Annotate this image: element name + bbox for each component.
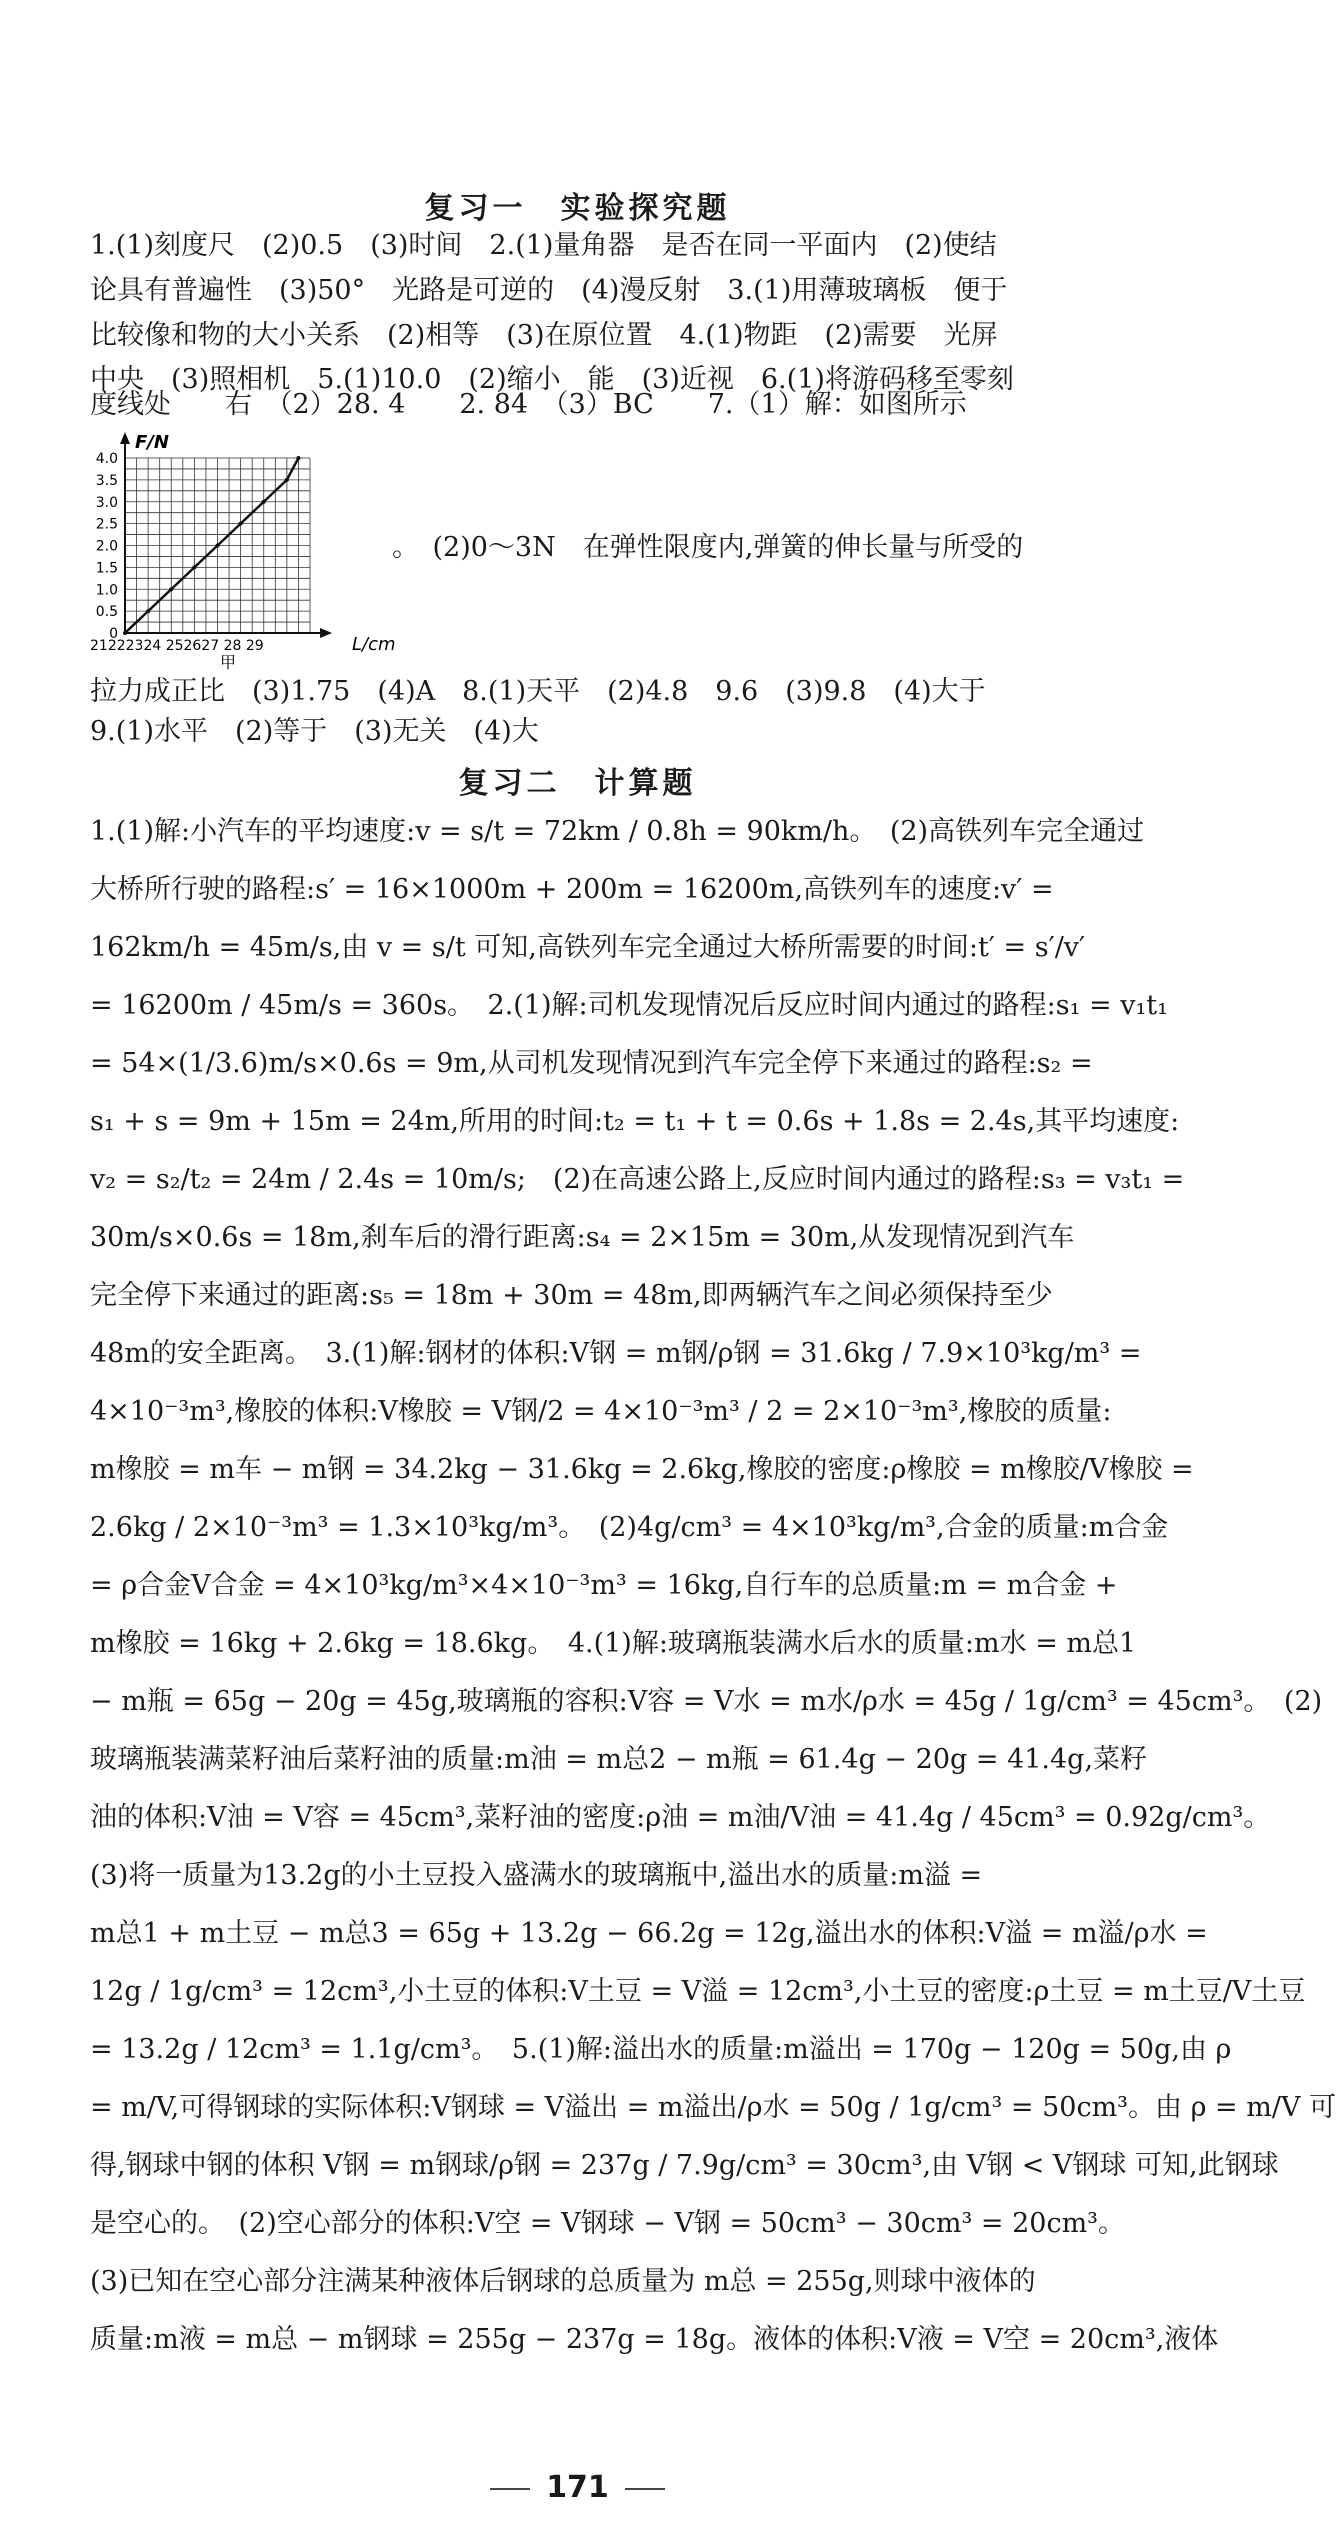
y-axis-label: F/N [135, 432, 169, 453]
s2-line-20: m总1 + m土豆 − m总3 = 65g + 13.2g − 66.2g = 12g,溢出水的体积:V溢 = m溢/ρ水 = [90, 1918, 1208, 1949]
spring-chart-svg [90, 428, 410, 672]
s2-line-27: 质量:m液 = m总 − m钢球 = 255g − 237g = 18g。液体的体积:V液 = V空 = 20cm³,液体 [90, 2324, 1219, 2355]
s2-line-9: 完全停下来通过的距离:s₅ = 18m + 30m = 48m,即两辆汽车之间必须保持至少 [90, 1280, 1053, 1311]
data-point [192, 565, 196, 569]
s2-line-10: 48m的安全距离。 3.(1)解:钢材的体积:V钢 = m钢/ρ钢 = 31.6kg / 7.9×10³kg/m³ = [90, 1338, 1142, 1369]
chart-caption: 甲 [220, 653, 237, 672]
s1-line-7: 9.(1)水平 (2)等于 (3)无关 (4)大 [90, 716, 539, 747]
data-point [216, 544, 220, 548]
y-tick-label: 1.5 [95, 560, 118, 577]
s1-line-6: 拉力成正比 (3)1.75 (4)A 8.(1)天平 (2)4.8 9.6 (3)9.8 (4)大于 [90, 676, 986, 707]
s2-line-12: m橡胶 = m车 − m钢 = 34.2kg − 31.6kg = 2.6kg,橡胶的密度:ρ橡胶 = m橡胶/V橡胶 = [90, 1454, 1194, 1485]
s2-line-8: 30m/s×0.6s = 18m,刹车后的滑行距离:s₄ = 2×15m = 30m,从发现情况到汽车 [90, 1222, 1075, 1253]
y-tick-label: 2.0 [95, 538, 118, 555]
page-number [0, 2470, 1155, 2505]
data-point [169, 587, 173, 591]
s2-line-24: 得,钢球中钢的体积 V钢 = m钢球/ρ钢 = 237g / 7.9g/cm³ = 30cm³,由 V钢 < V钢球 可知,此钢球 [90, 2150, 1279, 2181]
page-number-dash-left [490, 2488, 530, 2490]
s2-line-1: 1.(1)解:小汽车的平均速度:v = s/t = 72km / 0.8h = 90km/h。 (2)高铁列车完全通过 [90, 816, 1145, 847]
s2-line-14: = ρ合金V合金 = 4×10³kg/m³×4×10⁻³m³ = 16kg,自行车的总质量:m = m合金 + [90, 1570, 1118, 1601]
s2-line-3: 162km/h = 45m/s,由 v = s/t 可知,高铁列车完全通过大桥所需要的时间:t′ = s′/v′ [90, 932, 1086, 963]
s2-line-16: − m瓶 = 65g − 20g = 45g,玻璃瓶的容积:V容 = V水 = m水/ρ水 = 45g / 1g/cm³ = 45cm³。 (2) [90, 1686, 1323, 1717]
y-tick-label: 0.5 [95, 604, 118, 621]
data-point [123, 631, 127, 635]
s2-line-26: (3)已知在空心部分注满某种液体后钢球的总质量为 m总 = 255g,则球中液体的 [90, 2266, 1036, 2297]
data-point [262, 500, 266, 504]
x-tick-labels: 21222324 252627 28 29 [90, 638, 264, 654]
data-point [296, 456, 300, 460]
s2-line-5: = 54×(1/3.6)m/s×0.6s = 9m,从司机发现情况到汽车完全停下来通过的路程:s₂ = [90, 1048, 1093, 1079]
data-point [146, 609, 150, 613]
data-point [239, 522, 243, 526]
s2-line-17: 玻璃瓶装满菜籽油后菜籽油的质量:m油 = m总2 − m瓶 = 61.4g − 20g = 41.4g,菜籽 [90, 1744, 1148, 1775]
x-axis-arrow [320, 628, 332, 638]
s2-line-25: 是空心的。 (2)空心部分的体积:V空 = V钢球 − V钢 = 50cm³ − 30cm³ = 20cm³。 [90, 2208, 1125, 2239]
y-axis-arrow [120, 432, 130, 444]
s1-line-1: 1.(1)刻度尺 (2)0.5 (3)时间 2.(1)量角器 是否在同一平面内 (2)使结 [90, 230, 997, 261]
y-tick-label: 3.5 [95, 472, 118, 489]
s1-line-3: 比较像和物的大小关系 (2)相等 (3)在原位置 4.(1)物距 (2)需要 光屏 [90, 320, 998, 351]
y-tick-label: 1.0 [95, 582, 118, 599]
y-tick-label: 3.0 [95, 494, 118, 511]
s2-line-13: 2.6kg / 2×10⁻³m³ = 1.3×10³kg/m³。 (2)4g/cm³ = 4×10³kg/m³,合金的质量:m合金 [90, 1512, 1169, 1543]
y-tick-label: 2.5 [95, 516, 118, 533]
s2-line-19: (3)将一质量为13.2g的小土豆投入盛满水的玻璃瓶中,溢出水的质量:m溢 = [90, 1860, 983, 1891]
s2-line-11: 4×10⁻³m³,橡胶的体积:V橡胶 = V钢/2 = 4×10⁻³m³ / 2 = 2×10⁻³m³,橡胶的质量: [90, 1396, 1112, 1427]
s1-line-4: 中央 (3)照相机 5.(1)10.0 (2)缩小 能 (3)近视 6.(1)将游码移至零刻 [90, 364, 1014, 395]
y-tick-label: 0 [109, 626, 118, 642]
page-number-text: 171 [546, 2470, 609, 2505]
s1-line-2: 论具有普遍性 (3)50° 光路是可逆的 (4)漫反射 3.(1)用薄玻璃板 便于 [90, 275, 1008, 306]
s1-line-5: 度线处 右 （2）28. 4 2. 84 （3）BC 7.（1）解：如图所示 [90, 389, 967, 420]
s2-line-4: = 16200m / 45m/s = 360s。 2.(1)解:司机发现情况后反应时间内通过的路程:s₁ = v₁t₁ [90, 990, 1168, 1021]
s2-line-21: 12g / 1g/cm³ = 12cm³,小土豆的体积:V土豆 = V溢 = 12cm³,小土豆的密度:ρ土豆 = m土豆/V土豆 [90, 1976, 1306, 2007]
s2-line-7: v₂ = s₂/t₂ = 24m / 2.4s = 10m/s; (2)在高速公路上,反应时间内通过的路程:s₃ = v₃t₁ = [90, 1164, 1185, 1195]
s2-line-23: = m/V,可得钢球的实际体积:V钢球 = V溢出 = m溢出/ρ水 = 50g / 1g/cm³ = 50cm³。由 ρ = m/V 可 [90, 2092, 1336, 2123]
y-tick-label: 4.0 [95, 451, 118, 467]
s2-line-2: 大桥所行驶的路程:s′ = 16×1000m + 200m = 16200m,高铁列车的速度:v′ = [90, 874, 1054, 905]
data-point [285, 478, 289, 482]
s2-line-15: m橡胶 = 16kg + 2.6kg = 18.6kg。 4.(1)解:玻璃瓶装满水后水的质量:m水 = m总1 [90, 1628, 1137, 1659]
y-tick-labels [96, 451, 118, 642]
x-axis-label: L/cm [352, 634, 396, 655]
s2-line-6: s₁ + s = 9m + 15m = 24m,所用的时间:t₂ = t₁ + t = 0.6s + 1.8s = 2.4s,其平均速度: [90, 1106, 1180, 1137]
section1-title: 复习一 实验探究题 [424, 191, 731, 226]
s1-after-chart-text: 。 (2)0～3N 在弹性限度内,弹簧的伸长量与所受的 [392, 532, 1024, 563]
s2-line-18: 油的体积:V油 = V容 = 45cm³,菜籽油的密度:ρ油 = m油/V油 = 41.4g / 45cm³ = 0.92g/cm³。 [90, 1802, 1271, 1833]
s2-line-22: = 13.2g / 12cm³ = 1.1g/cm³。 5.(1)解:溢出水的质量:m溢出 = 170g − 120g = 50g,由 ρ [90, 2034, 1232, 2065]
spring-chart [90, 428, 410, 672]
page-number-dash-right [625, 2488, 665, 2490]
section2-title: 复习二 计算题 [458, 766, 697, 801]
